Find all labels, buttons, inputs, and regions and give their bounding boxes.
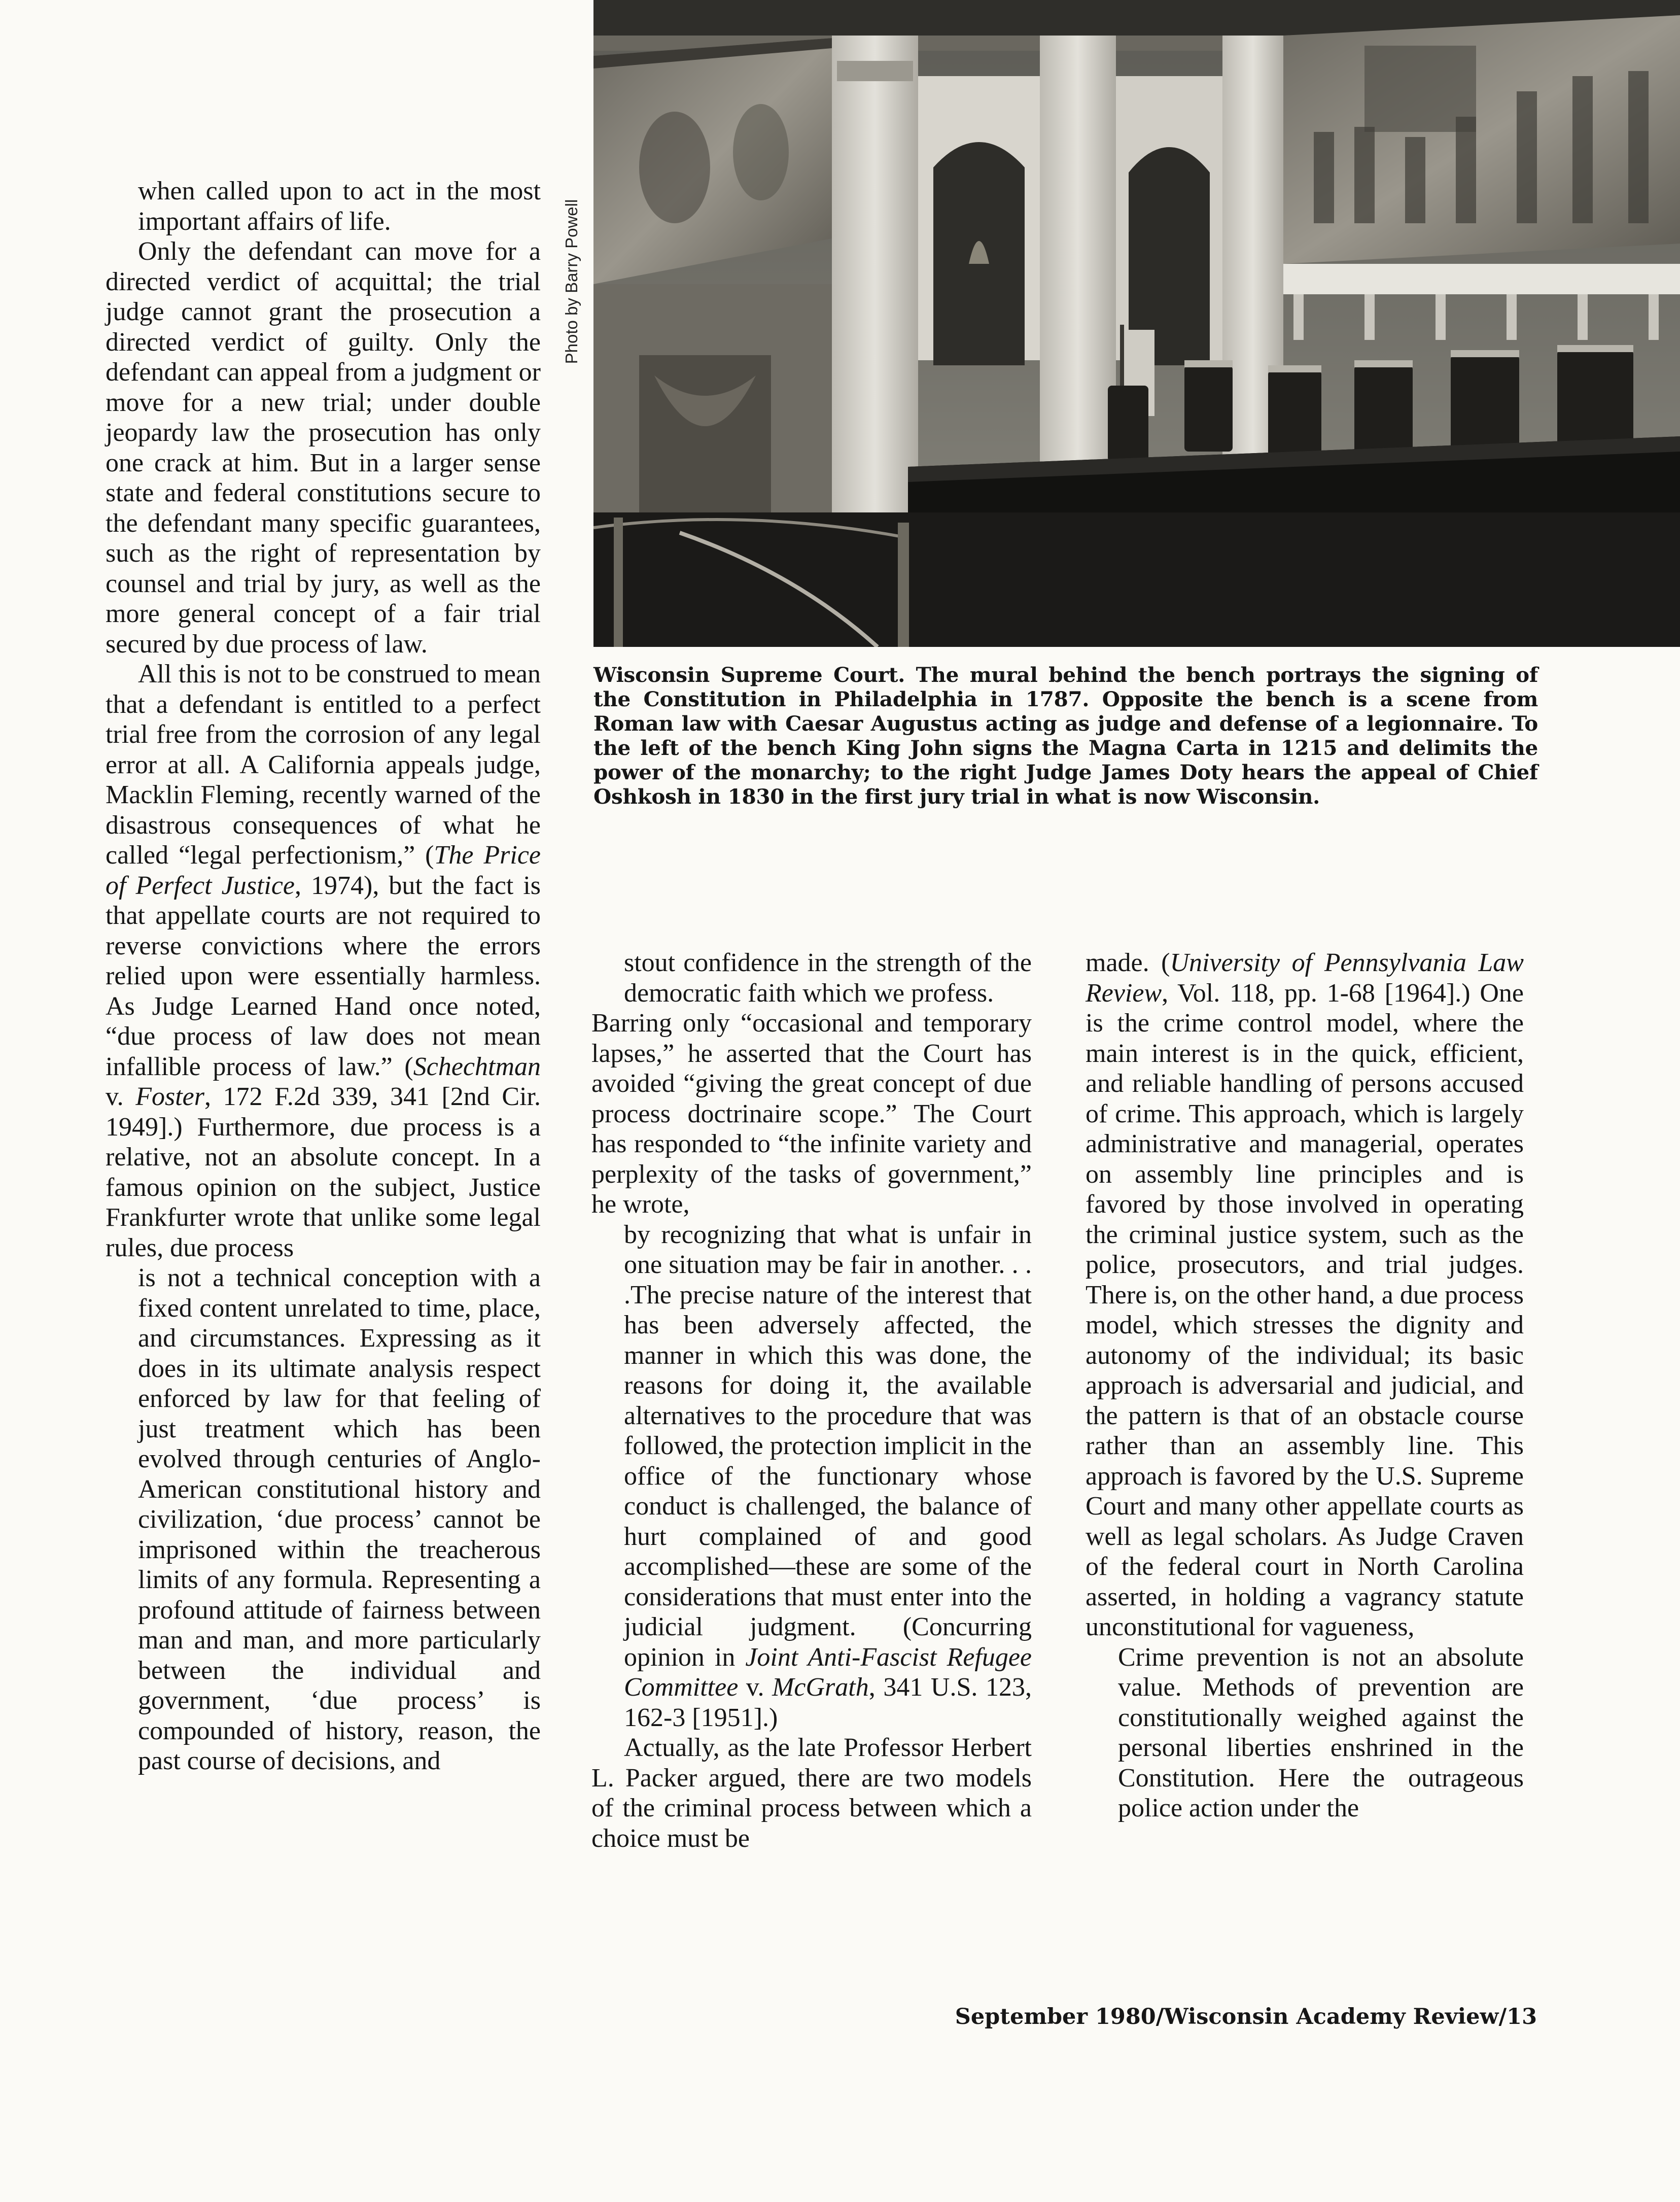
case-name: Schechtman — [413, 1052, 541, 1081]
text-run: , 1974), but the fact is that appellate courts are not required to reverse convictions where the errors relied upon were essentially harmless. As Judge Learned Hand once noted, “due process of law does not mean infallible process of law.” ( — [106, 871, 541, 1081]
photo-credit-text: Photo by Barry Powell — [562, 199, 581, 364]
text-run: , 172 F.2d 339, 341 [2nd Cir. 1949].) Furthermore, due process is a relative, not an absolute concept. In a famous opinion on the subject, Justice Frankfurter wrote that unlike some legal rules, due process — [106, 1082, 541, 1262]
page-footer: September 1980/Wisconsin Academy Review/13 — [955, 2004, 1537, 2029]
text-run: v. — [738, 1673, 773, 1702]
block-quote: Crime prevention is not an absolute value. Methods of prevention are constitutionally weighed against the personal liberties enshrined in the Constitution. Here the outrageous police action under the — [1118, 1642, 1524, 1822]
paragraph — [106, 659, 541, 1263]
courtroom-photo — [593, 0, 1680, 647]
text-column-2 — [591, 948, 1032, 1853]
photo-credit — [556, 170, 587, 393]
text-run: , 341 U.S. 123, 162-3 [1951].) — [624, 1673, 1032, 1732]
text-run: v. — [106, 1082, 136, 1111]
text-column-1 — [106, 176, 541, 1776]
case-name: Joint Anti-Fascist Refugee Committee — [624, 1642, 1032, 1702]
paragraph: Only the defendant can move for a directed verdict of acquittal; the trial judge cannot grant the prosecution a directed verdict of guilty. Only the defendant can appeal from a judgment or move for a new trial; under double jeopardy law the prosecution has only one crack at him. But in a larger sense state and federal constitutions secure to the defendant many specific guarantees, such as the right of representation by counsel and trial by jury, as well as the more general concept of a fair trial secured by due process of law. — [106, 237, 541, 659]
case-name: Foster — [135, 1082, 204, 1111]
block-quote — [624, 1220, 1032, 1733]
text-run: made. ( — [1086, 948, 1170, 977]
book-title: The Price of Perfect Justice — [106, 841, 541, 900]
block-quote: stout confidence in the strength of the democratic faith which we profess. — [624, 948, 1032, 1008]
photo-caption: Wisconsin Supreme Court. The mural behind the bench portrays the signing of the Constitution in Philadelphia in 1787. Opposite the bench is a scene from Roman law with Caesar Augustus acting as judge and defense of a legionnaire. To the left of the bench King John signs the Magna Carta in 1215 and delimits the power of the monarchy; to the right Judge James Doty hears the appeal of Chief Oshkosh in 1830 in the first jury trial in what is now Wisconsin. — [593, 663, 1538, 809]
journal-title: University of Pennsylvania Law Review — [1086, 948, 1524, 1008]
text-column-3 — [1086, 948, 1524, 1823]
text-run: All this is not to be construed to mean that a defendant is entitled to a perfect trial free from the corrosion of any legal error at all. A California appeals judge, Macklin Fleming, recently warned of the disastrous consequences of what he called “legal perfectionism,” ( — [106, 660, 541, 870]
case-name: McGrath — [772, 1673, 869, 1702]
text-run: by recognizing that what is unfair in one situation may be fair in another. . . .The precise nature of the interest that has been adversely affected, the manner in which this was done, the reasons for doing it, the available alternatives to the procedure that was followed, the protection implicit in the office of the functionary whose conduct is challenged, the balance of hurt complained of and good accomplished—these are some of the considerations that must enter into the judicial judgment. (Concurring opinion in — [624, 1220, 1032, 1672]
paragraph: Barring only “occasional and temporary lapses,” he asserted that the Court has avoided “giving the great concept of due process doctrinaire scope.” The Court has responded to “the infinite variety and perplexity of the tasks of government,” he wrote, — [591, 1009, 1032, 1219]
block-quote: is not a technical conception with a fixed content unrelated to time, place, and circumstances. Expressing as it does in its ultimate analysis respect enforced by law for that feeling of just treatment which has been evolved through centuries of Anglo-American constitutional history and civilization, ‘due process’ cannot be imprisoned within the treacherous limits of any formula. Representing a profound attitude of fairness between man and man, and more particularly between the individual and government, ‘due process’ is compounded of history, reason, the past course of decisions, and — [138, 1263, 541, 1775]
courtroom-illustration — [593, 0, 1680, 647]
paragraph — [1086, 948, 1524, 1642]
text-run: , Vol. 118, pp. 1-68 [1964].) One is the crime control model, where the main interest is in the quick, efficient, and reliable handling of persons accused of crime. This approach, which is largely administrative and managerial, operates on assembly line principles and is favored by those involved in operating the criminal justice system, such as the police, prosecutors, and trial judges. There is, on the other hand, a due process model, which stresses the dignity and autonomy of the individual; its basic approach is adversarial and judicial, and the pattern is that of an obstacle course rather than an assembly line. This approach is favored by the U.S. Supreme Court and many other appellate courts as well as legal scholars. As Judge Craven of the federal court in North Carolina asserted, in holding a vagrancy statute unconstitutional for vagueness, — [1086, 978, 1524, 1641]
paragraph: Actually, as the late Professor Herbert L. Packer argued, there are two models of the criminal process between which a choice must be — [591, 1733, 1032, 1853]
paragraph: when called upon to act in the most important affairs of life. — [138, 177, 541, 236]
